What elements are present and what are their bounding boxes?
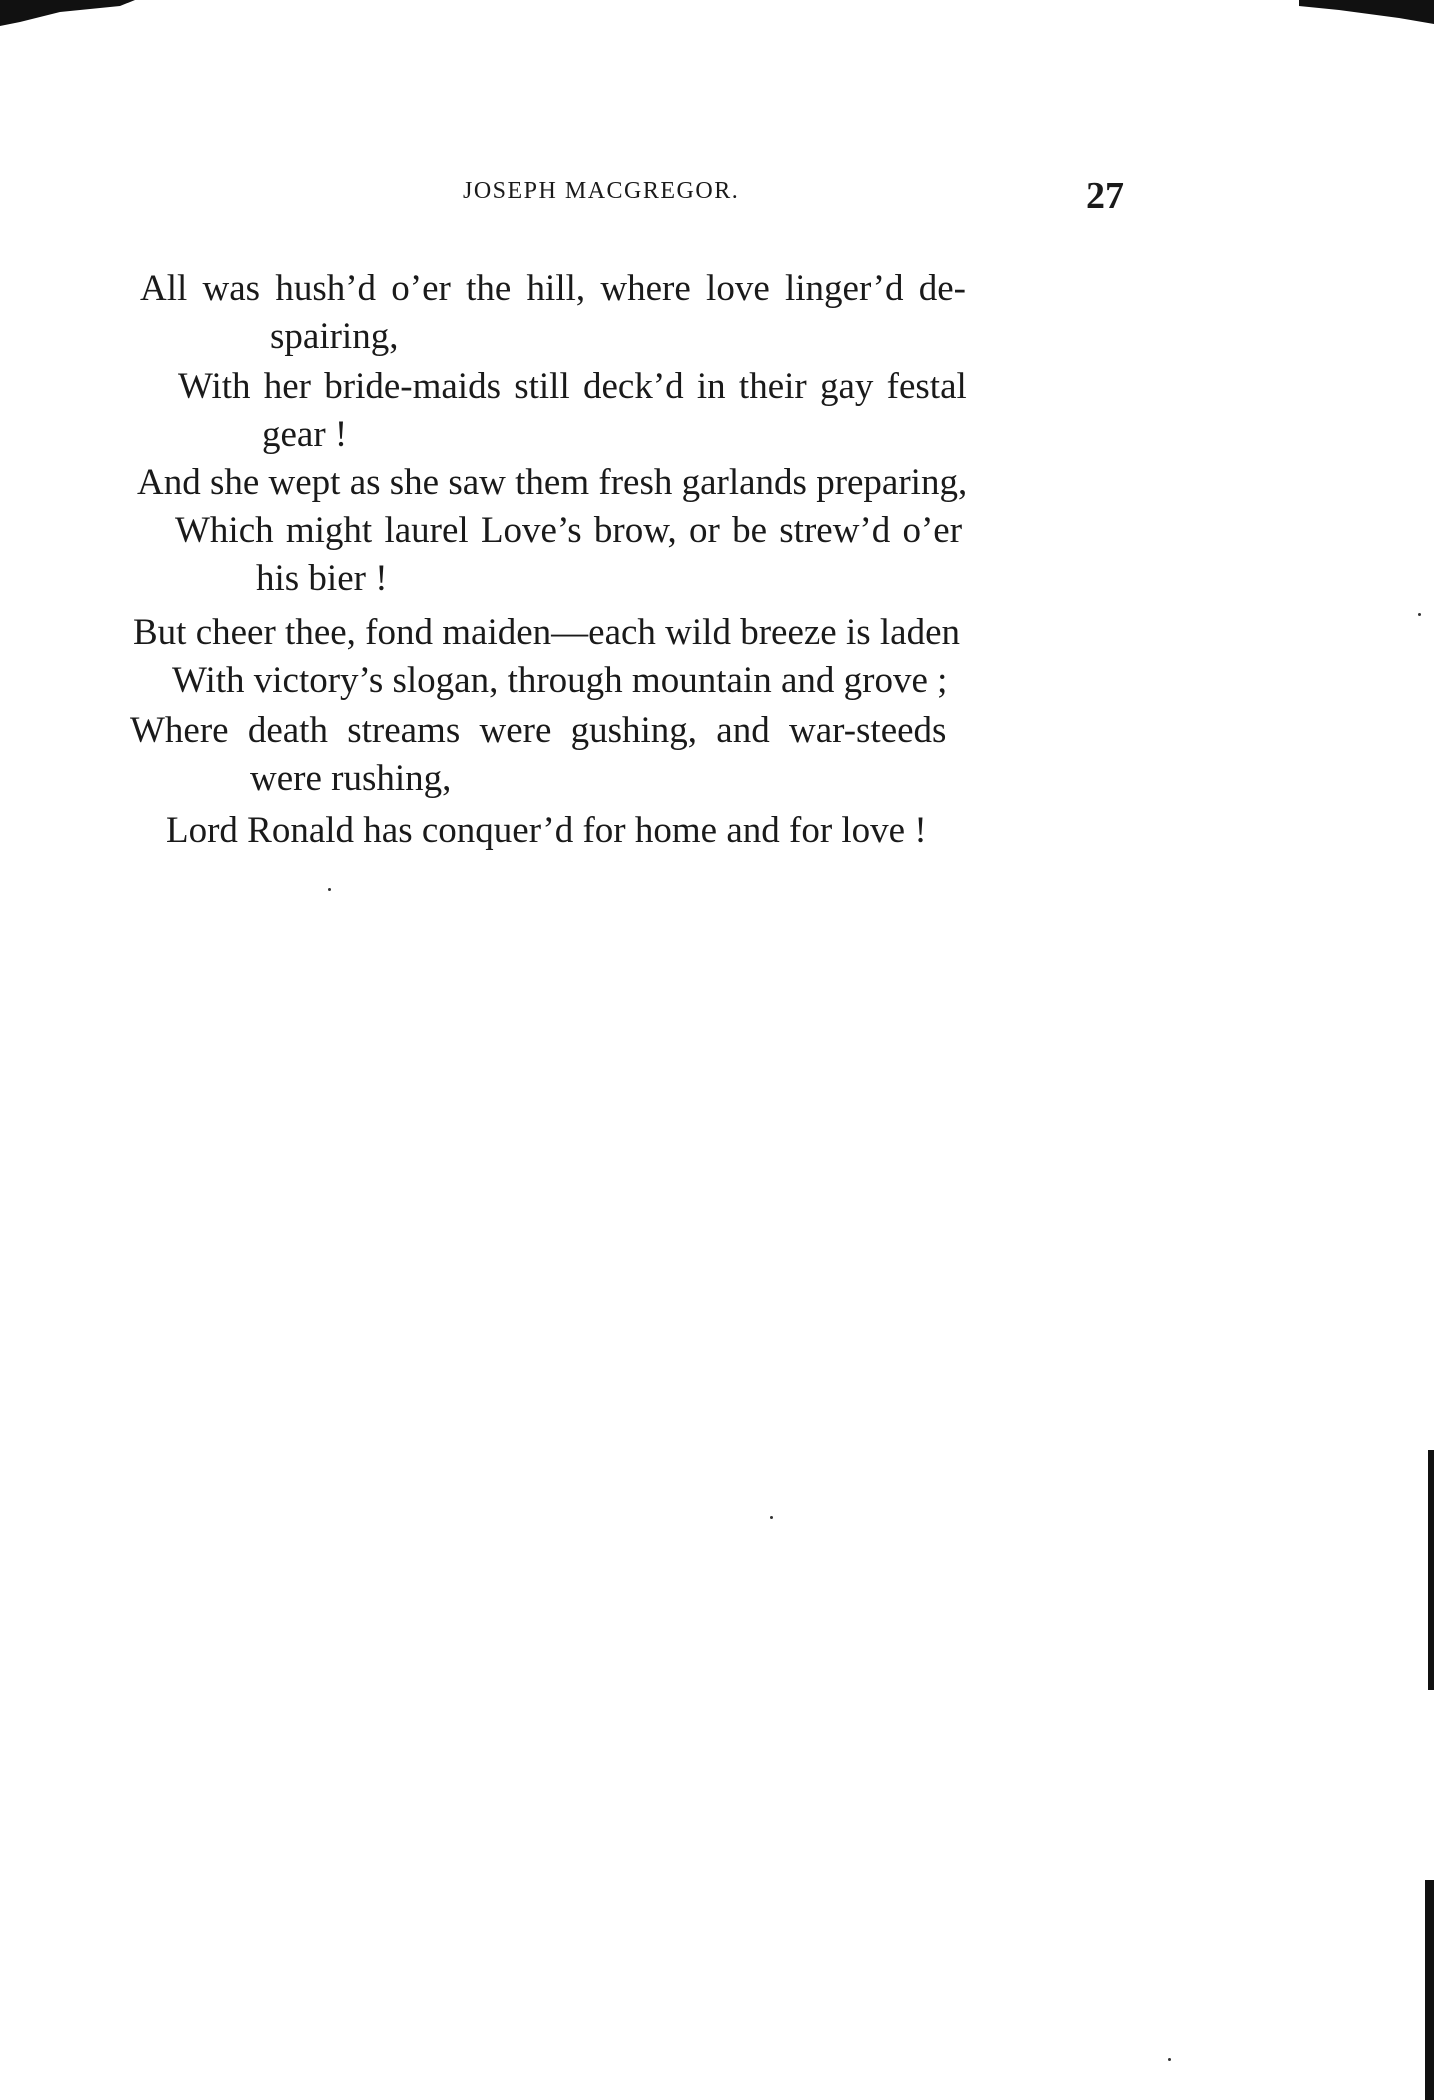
- scan-speck: [328, 888, 331, 891]
- running-head: JOSEPH MACGREGOR.: [463, 178, 740, 204]
- poem-line: With victory’s slogan, through mountain and grove ;: [172, 660, 948, 701]
- scan-speck: [770, 1516, 773, 1519]
- scan-speck: [1418, 613, 1421, 616]
- poem-line: And she wept as she saw them fresh garlands preparing,: [137, 462, 968, 503]
- poem-line: were rushing,: [250, 758, 452, 799]
- poem-line: gear !: [262, 414, 348, 455]
- poem-line: Lord Ronald has conquer’d for home and for love !: [166, 810, 927, 851]
- page-number: 27: [1086, 175, 1124, 217]
- poem-line: his bier !: [256, 558, 388, 599]
- poem-line: Where death streams were gushing, and war-steeds: [130, 710, 947, 751]
- scan-speck: [1168, 2058, 1171, 2061]
- poem-line: Which might laurel Love’s brow, or be strew’d o’er: [175, 510, 963, 551]
- scan-edge-shadow: [1425, 1880, 1434, 2100]
- poem-line: With her bride-maids still deck’d in their gay festal: [178, 366, 967, 407]
- scan-edge-shadow: [1428, 1450, 1434, 1690]
- scan-corner-mark-right: [1299, 0, 1434, 30]
- poem-line: But cheer thee, fond maiden—each wild breeze is laden: [133, 612, 961, 653]
- poem-line: spairing,: [270, 316, 399, 357]
- scan-corner-mark-left: [0, 0, 135, 30]
- poem-line: All was hush’d o’er the hill, where love linger’d de-: [140, 268, 966, 309]
